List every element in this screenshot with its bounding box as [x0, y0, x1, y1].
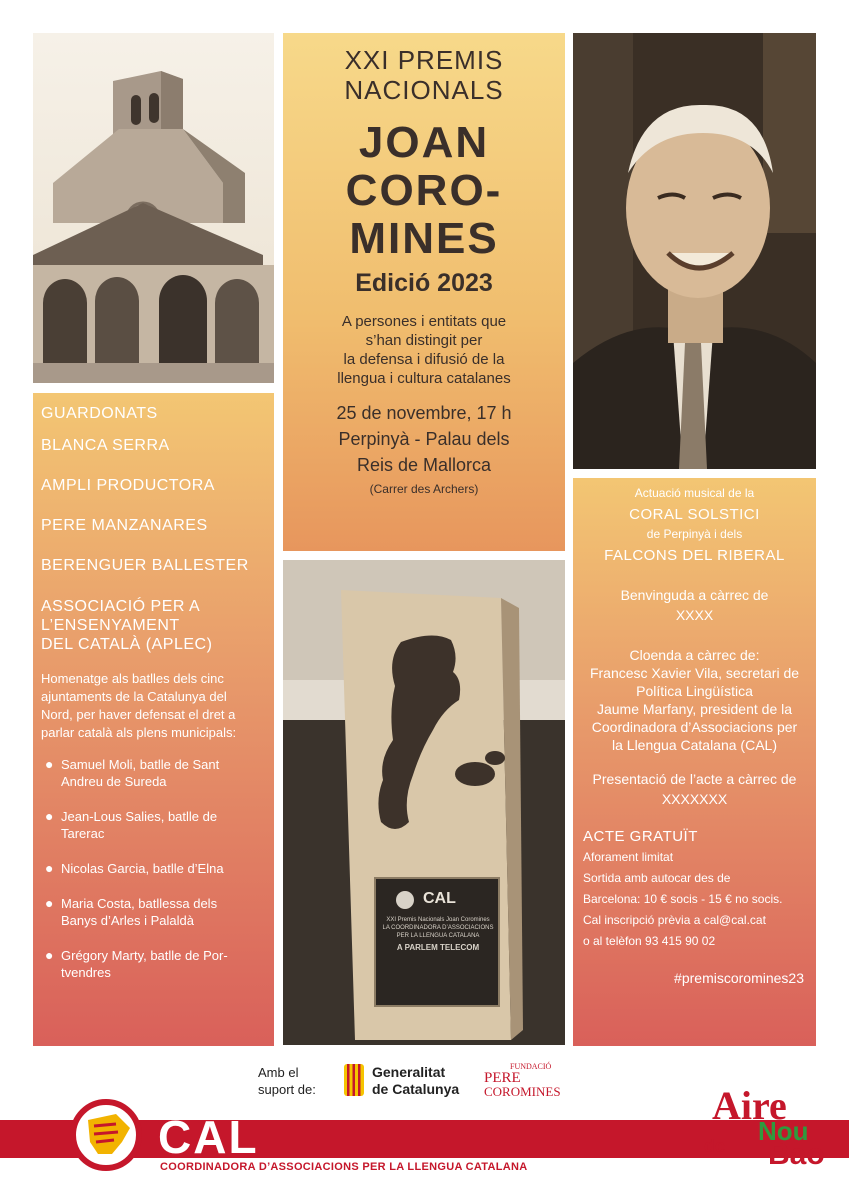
info-line2: Sortida amb autocar des de	[583, 871, 731, 885]
cal-emblem-icon	[64, 1098, 154, 1177]
falcons-name: FALCONS DEL RIBERAL	[604, 547, 785, 564]
title-panel	[283, 33, 565, 551]
trophy-line4: A PARLEM TELECOM	[396, 943, 480, 952]
winner-item: PERE MANZANARES	[41, 517, 208, 534]
bullet-icon: ●	[45, 895, 54, 911]
winner-item: BERENGUER BALLESTER	[41, 557, 249, 574]
fundacio-small: FUNDACIÓ	[510, 1062, 552, 1071]
winner-item: AMPLI PRODUCTORA	[41, 477, 215, 494]
aire-nou-logo	[704, 1082, 844, 1182]
closing-line5: Coordinadora d’Associacions per	[591, 719, 798, 735]
closing-line1: Cloenda a càrrec de:	[629, 647, 760, 663]
nou-text: Nou	[758, 1116, 809, 1146]
event-place1: Perpinyà - Palau dels	[338, 429, 510, 449]
homage-line2: ajuntaments de la Catalunya del	[41, 689, 227, 704]
bao-text: Bao	[768, 1138, 825, 1171]
info-line1: Aforament limitat	[583, 850, 674, 864]
mayor-item	[41, 895, 266, 929]
generalitat-logo	[344, 1064, 364, 1101]
music-line2: de Perpinyà i dels	[646, 527, 743, 541]
mayor-line1: Jean-Lous Salies, batlle de	[61, 809, 218, 824]
edition: Edició 2023	[355, 269, 493, 297]
homage-line3: Nord, per haver defensat el dret a	[41, 707, 236, 722]
generalitat-line1: Generalitat	[372, 1064, 446, 1080]
coral-name: CORAL SOLSTICI	[629, 506, 760, 523]
mayor-line2: Banys d’Arles i Palaldà	[61, 913, 194, 928]
winner-aplec-line2: L’ENSENYAMENT	[41, 617, 180, 634]
closing-line3: Política Lingüística	[636, 683, 753, 699]
support-label2: suport de:	[258, 1082, 316, 1097]
present-line2: XXXXXXX	[661, 791, 728, 807]
bullet-icon: ●	[45, 808, 54, 824]
name-line2: CORO-	[345, 166, 503, 215]
mayor-line2: Tarerac	[61, 826, 105, 841]
sponsors-strip	[258, 1062, 598, 1102]
desc-line1: A persones i entitats que	[341, 313, 507, 330]
mayor-item	[41, 756, 266, 790]
title-line1: XXI PREMIS	[344, 45, 504, 75]
cal-logo-text: CAL	[158, 1111, 259, 1163]
generalitat-line2: de Catalunya	[372, 1081, 460, 1097]
winner-aplec-line3: DEL CATALÀ (APLEC)	[41, 636, 213, 653]
trophy-photo	[283, 560, 565, 1045]
senyera-icon	[344, 1064, 364, 1096]
church-photo	[33, 33, 274, 383]
event-date: 25 de novembre, 17 h	[336, 403, 512, 423]
closing-line2: Francesc Xavier Vila, secretari de	[589, 665, 800, 681]
event-address: (Carrer des Archers)	[369, 482, 479, 496]
winners-heading: GUARDONATS	[41, 405, 158, 422]
homage-line4: parlar català als plens municipals:	[41, 725, 237, 740]
bullet-icon: ●	[45, 947, 54, 963]
fundacio-line2: COROMINES	[484, 1084, 561, 1099]
trophy-line3: PER LA LLENGUA CATALANA	[396, 933, 480, 939]
desc-line3: la defensa i difusió de la	[343, 351, 505, 368]
info-line3: Barcelona: 10 € socis - 15 € no socis.	[583, 892, 783, 906]
desc-line2: s’han distingit per	[365, 332, 483, 349]
info-line4: Cal inscripció prèvia a cal@cal.cat	[583, 913, 766, 927]
support-label1: Amb el	[258, 1065, 299, 1080]
portrait-photo	[573, 33, 816, 469]
closing-line6: la Llengua Catalana (CAL)	[612, 737, 777, 753]
info-line5: o al telèfon 93 415 90 02	[583, 934, 716, 948]
mayor-line1: Nicolas Garcia, batlle d’Elna	[61, 861, 224, 876]
name-line1: JOAN	[358, 118, 490, 167]
mayor-line2: tvendres	[61, 965, 111, 980]
event-place2: Reis de Mallorca	[356, 455, 492, 475]
winner-aplec-line1: ASSOCIACIÓ PER A	[41, 598, 201, 615]
footer-subtitle: COORDINADORA D’ASSOCIACIONS PER LA LLENGUA CATALANA	[160, 1161, 528, 1173]
closing-line4: Jaume Marfany, president de la	[596, 701, 793, 717]
bullet-icon: ●	[45, 756, 54, 772]
hashtag: #premiscoromines23	[674, 970, 804, 986]
aire-text: Aire	[712, 1083, 787, 1128]
mayor-line1: Maria Costa, batllessa dels	[61, 896, 218, 911]
trophy-logo: CAL	[423, 890, 456, 907]
welcome-line2: XXXX	[675, 607, 714, 623]
mayor-line2: Andreu de Sureda	[61, 774, 167, 789]
trophy-line2: LA COORDINADORA D’ASSOCIACIONS	[382, 925, 494, 931]
mayor-item	[41, 860, 266, 877]
mayor-item	[41, 947, 266, 981]
mayor-line1: Grégory Marty, batlle de Por-	[61, 948, 228, 963]
program-panel	[573, 478, 816, 1046]
welcome-line1: Benvinguda a càrrec de	[620, 587, 769, 603]
bullet-icon: ●	[45, 860, 54, 876]
desc-line4: llengua i cultura catalanes	[337, 370, 511, 387]
de-text: de	[704, 1136, 726, 1156]
free-label: ACTE GRATUÏT	[583, 828, 698, 845]
name-line3: MINES	[349, 214, 499, 263]
title-line2: NACIONALS	[344, 75, 504, 105]
present-line1: Presentació de l’acte a càrrec de	[592, 771, 797, 787]
music-line1: Actuació musical de la	[634, 486, 755, 500]
winners-panel	[33, 393, 274, 1046]
mayor-line1: Samuel Moli, batlle de Sant	[61, 757, 220, 772]
homage-line1: Homenatge als batlles dels cinc	[41, 671, 224, 686]
mayor-item	[41, 808, 266, 842]
fundacio-line1: PERE	[484, 1070, 521, 1086]
trophy-line1: XXI Premis Nacionals Joan Coromines	[386, 917, 490, 923]
winner-item: BLANCA SERRA	[41, 437, 170, 454]
